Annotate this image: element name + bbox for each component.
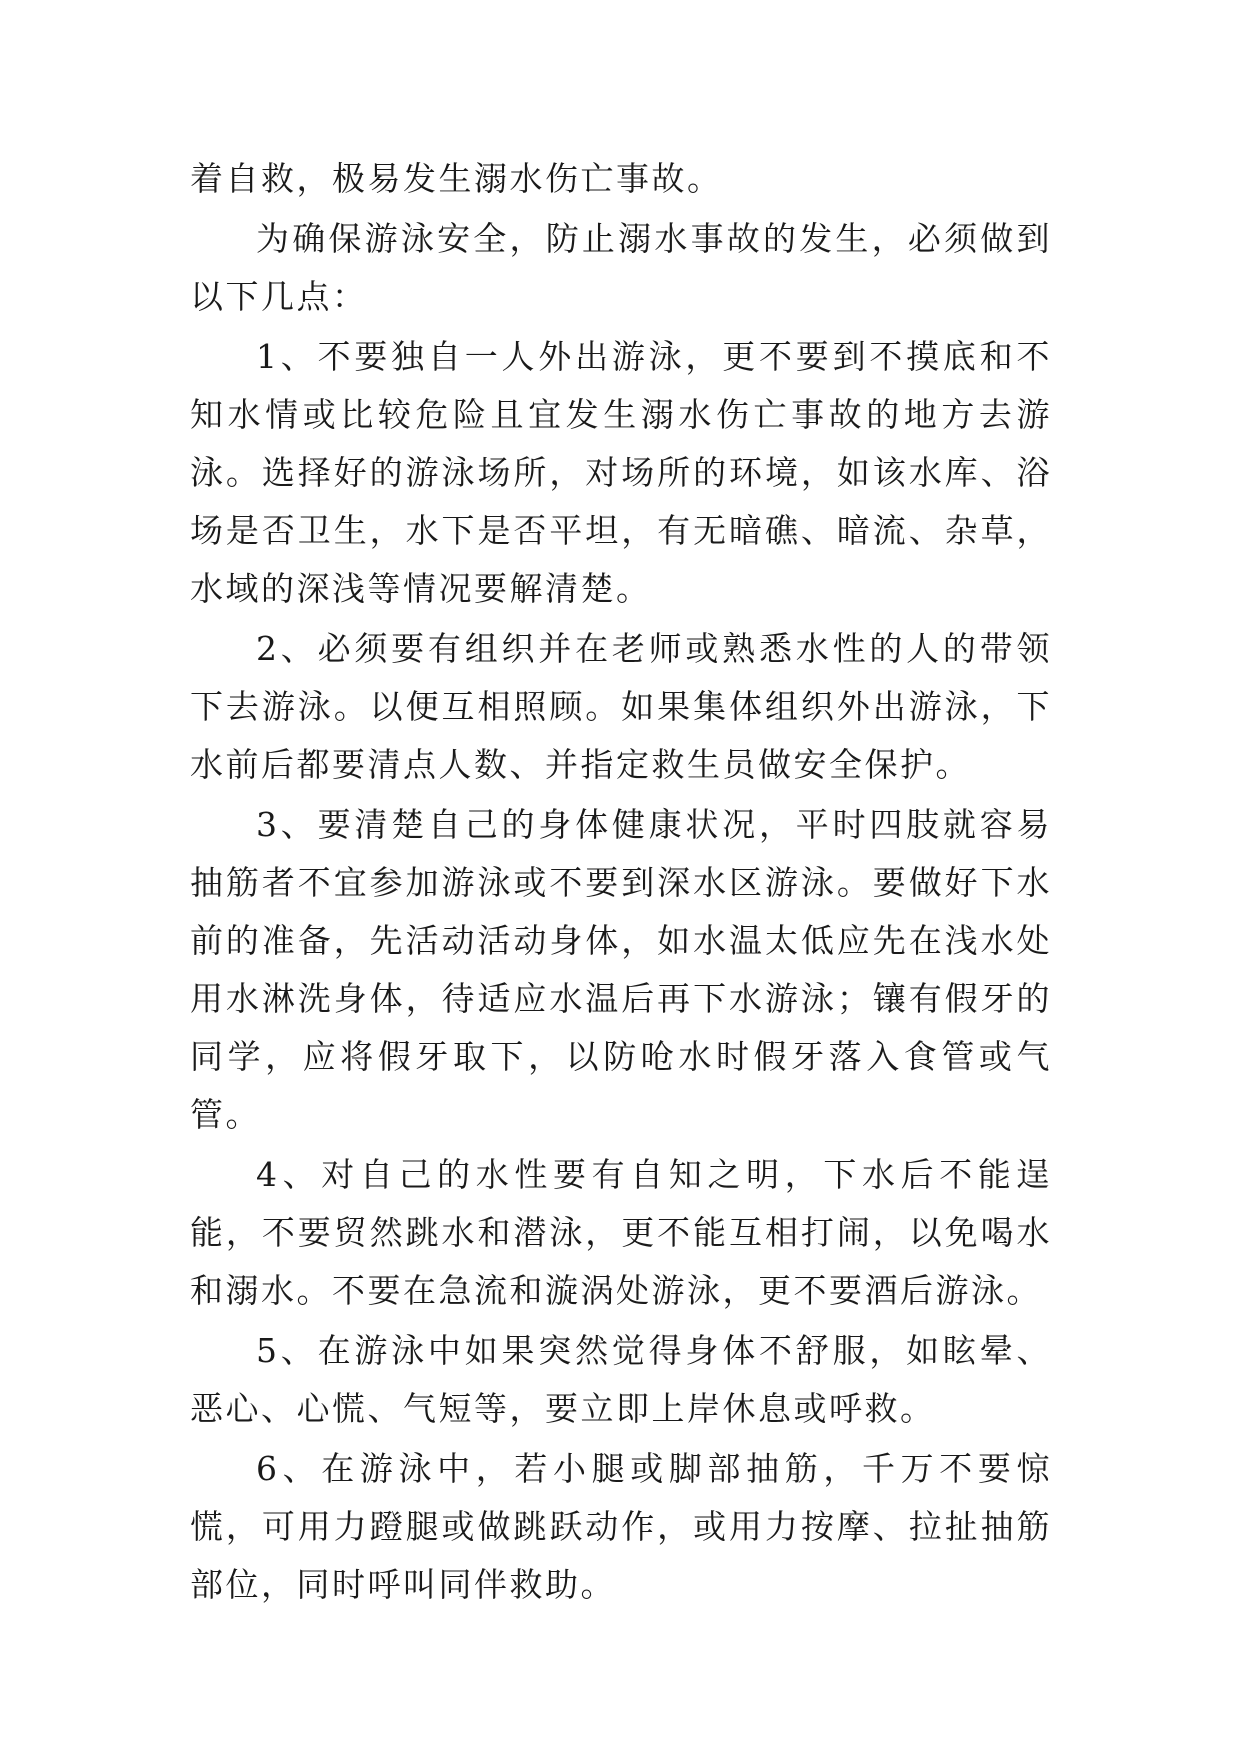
document-body [190, 150, 1052, 1616]
paragraph-rule-4: 4、对自己的水性要有自知之明，下水后不能逞能，不要贸然跳水和潜泳，更不能互相打闹，以免喝水和溺水。不要在急流和漩涡处游泳，更不要酒后游泳。 [190, 1155, 1052, 1310]
paragraph-intro: 为确保游泳安全，防止溺水事故的发生，必须做到以下几点： [190, 219, 1052, 316]
paragraph-rule-6: 6、在游泳中，若小腿或脚部抽筋，千万不要惊慌，可用力蹬腿或做跳跃动作，或用力按摩、拉扯抽筋部位，同时呼叫同伴救助。 [190, 1449, 1052, 1604]
paragraph-rule-1: 1、不要独自一人外出游泳，更不要到不摸底和不知水情或比较危险且宜发生溺水伤亡事故的地方去游泳。选择好的游泳场所，对场所的环境，如该水库、浴场是否卫生，水下是否平坦，有无暗礁、暗流、杂草，水域的深浅等情况要解清楚。 [190, 337, 1052, 608]
paragraph-rule-5: 5、在游泳中如果突然觉得身体不舒服，如眩晕、恶心、心慌、气短等，要立即上岸休息或呼救。 [190, 1331, 1052, 1428]
paragraph-rule-3: 3、要清楚自己的身体健康状况，平时四肢就容易抽筋者不宜参加游泳或不要到深水区游泳。要做好下水前的准备，先活动活动身体，如水温太低应先在浅水处用水淋洗身体，待适应水温后再下水游泳；镶有假牙的同学，应将假牙取下，以防呛水时假牙落入食管或气管。 [190, 805, 1052, 1134]
paragraph-continuation: 着自救，极易发生溺水伤亡事故。 [190, 159, 723, 198]
paragraph-rule-2: 2、必须要有组织并在老师或熟悉水性的人的带领下去游泳。以便互相照顾。如果集体组织外出游泳，下水前后都要清点人数、并指定救生员做安全保护。 [190, 629, 1052, 784]
